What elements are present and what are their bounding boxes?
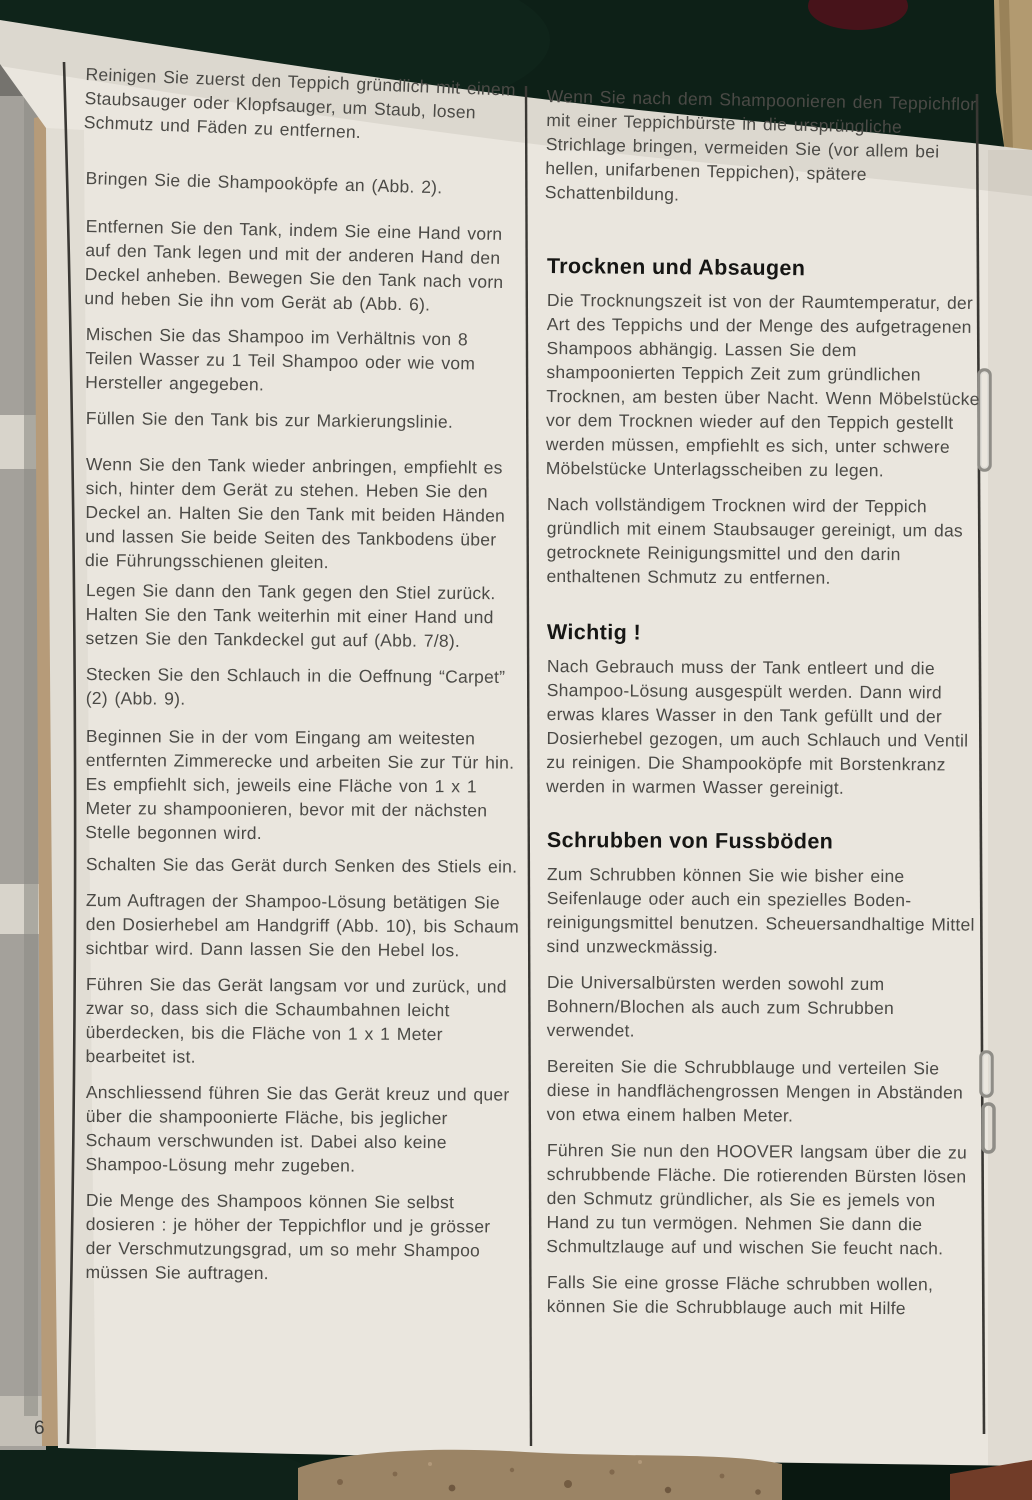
section-heading-trocknen-und-absaugen: Trocknen und Absaugen [546, 253, 806, 281]
section-heading-schrubben-von-fussboeden: Schrubben von Fussböden [546, 828, 834, 854]
paragraph: Die Universalbürsten werden sowohl zum Bohnern/Blochen als auch zum Schrubben verwendet. [546, 971, 895, 1041]
paragraph: Führen Sie das Gerät langsam vor und zurück, und zwar so, dass sich die Schaumbahnen leicht überdecken, bis die Fläche von 1 x 1 Meter bearbeitet ist. [85, 973, 507, 1067]
paragraph: Beginnen Sie in der vom Eingang am weitesten entfernten Zimmerecke und arbeiten Sie zur Tür hin. Es empfiehlt sich, jeweils eine Fläche von 1 x 1 Meter zu shampoonieren, bevor mit der nächsten Stelle begonnen wird. [85, 725, 515, 844]
paragraph: Zum Schrubben können Sie wie bisher eine Seifenlauge oder auch ein spezielles Boden-reinigungsmittel benutzen. Scheuersandhaltige Mittel sind unzweckmässig. [546, 863, 975, 958]
paragraph: Mischen Sie das Shampoo im Verhältnis von 8 Teilen Wasser zu 1 Teil Shampoo oder wie vom Hersteller angegeben. [85, 323, 476, 395]
stone-fragment [298, 1450, 782, 1500]
right-column [544, 84, 983, 1319]
paragraph: Reinigen Sie zuerst den Teppich gründlich mit einem Staubsauger oder Klopfsauger, um Staub, losen Schmutz und Fäden zu entfernen. [83, 63, 517, 143]
paragraph: Bereiten Sie die Schrubblauge und verteilen Sie diese in handflächengrossen Mengen in Abständen von etwa einem halben Meter. [546, 1056, 964, 1126]
paragraph: Falls Sie eine grosse Fläche schrubben wollen, können Sie die Schrubblauge auch mit Hilfe [546, 1272, 934, 1319]
paragraph: Die Menge des Shampoos können Sie selbst dosieren : je höher der Teppichflor und je grösser der Verschmutzungsgrad, um so mehr Shampoo müssen Sie auftragen. [85, 1190, 491, 1284]
section-heading-wichtig: Wichtig ! [546, 620, 642, 645]
page-number: 6 [34, 1418, 46, 1439]
paragraph: Nach vollständigem Trocknen wird der Teppich gründlich mit einem Staubsauger gereinigt, um das getrocknete Reinigungsmittel und den darin enthaltenen Schmutz zu entfernen. [546, 493, 964, 588]
paragraph: Anschliessend führen Sie das Gerät kreuz und quer über die shampoonierte Fläche, bis jeglicher Schaum verschwunden ist. Dabei also keine Shampoo-Lösung mehr zugeben. [85, 1082, 510, 1176]
paragraph: Wenn Sie den Tank wieder anbringen, empfiehlt es sich, hinter dem Gerät zu stehen. Heben Sie den Deckel an. Halten Sie den Tank mit beiden Händen und lassen Sie beide Seiten des Tankbodens über die Führungsschienen gleiten. [84, 453, 506, 573]
paragraph: Führen Sie nun den HOOVER langsam über die zu schrubbende Fläche. Die rotierenden Bürsten lösen den Schmutz gründlicher, als Sie es jemels von Hand zu tun vermögen. Nehmen Sie dann die Schmultzlauge auf und wischen Sie feucht nach. [546, 1140, 968, 1259]
paragraph: Wenn Sie nach dem Shampoonieren den Teppichflor mit einer Teppichbürste in die ursprüngliche Strichlage bringen, vermeiden Sie (vor allem bei hellen, unifarbenen Teppichen), spätere Schattenbildung. [544, 85, 977, 205]
paragraph: Zum Auftragen der Shampoo-Lösung betätigen Sie den Dosierhebel am Handgriff (Abb. 10), bis Schaum sichtbar wird. Dann lassen Sie den Hebel los. [85, 889, 520, 961]
paragraph: Die Trocknungszeit ist von der Raumtemperatur, der Art des Teppichs und der Menge des aufgetragenen Shampoos abhängig. Lassen Sie dem shampoonierten Teppich Zeit zum gründlichen Trocknen, am besten über Nacht. Wenn Möbelstücke vor dem Trocknen wieder auf den Teppich gestellt werden müssen, empfiehlt es sich, unter schwere Möbelstücke Unterlagsscheiben zu legen. [545, 289, 980, 481]
paragraph: Bringen Sie die Shampooköpfe an (Abb. 2). [85, 167, 443, 198]
paragraph: Füllen Sie den Tank bis zur Markierungslinie. [85, 407, 454, 432]
left-column [83, 62, 520, 1296]
paragraph: Legen Sie dann den Tank gegen den Stiel zurück. Halten Sie den Tank weiterhin mit einer Hand und setzen Sie den Tankdeckel gut auf (Abb. 7/8). [85, 579, 496, 651]
paragraph: Stecken Sie den Schlauch in die Oeffnung “Carpet” (2) (Abb. 9). [85, 663, 506, 709]
paragraph: Entfernen Sie den Tank, indem Sie eine Hand vorn auf den Tank legen und mit der anderen Hand den Deckel anheben. Bewegen Sie den Tank nach vorn und heben Sie ihn vom Gerät ab (Abb. 6). [84, 215, 504, 315]
paragraph: Schalten Sie das Gerät durch Senken des Stiels ein. [85, 853, 518, 877]
paragraph: Nach Gebrauch muss der Tank entleert und die Shampoo-Lösung ausgespült werden. Dann wird erwas klares Wasser in den Tank gefüllt und der Dosierhebel gezogen, um auch Schlauch und Ventil zu reinigen. Die Shampooköpfe mit Borstenkranz werden in warmen Wasser gereinigt. [546, 655, 969, 798]
